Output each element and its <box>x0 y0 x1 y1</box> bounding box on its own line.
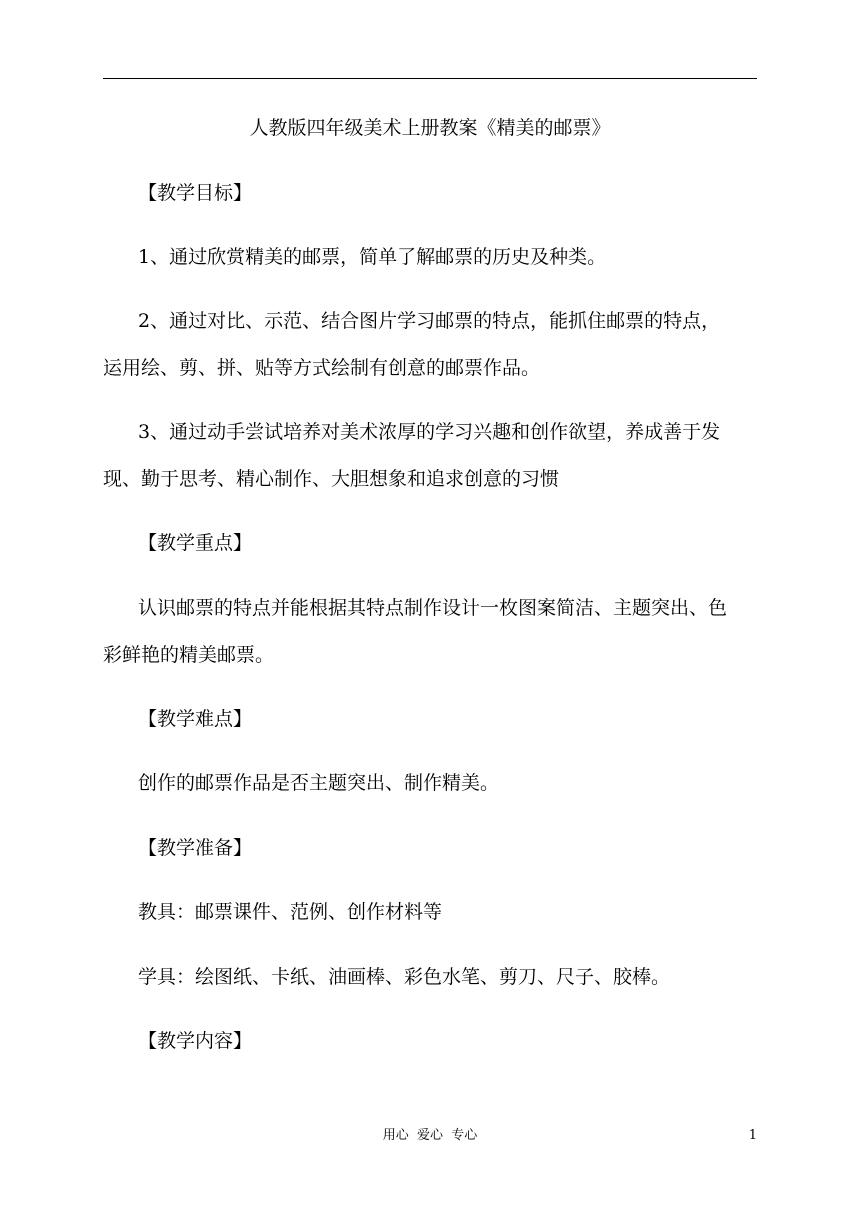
objective-2-line-2: 运用绘、剪、拼、贴等方式绘制有创意的邮票作品。 <box>103 357 541 379</box>
preparation-heading: 【教学准备】 <box>138 837 253 859</box>
key-points-line-1: 认识邮票的特点并能根据其特点制作设计一枚图案简洁、主题突出、色 <box>138 597 728 619</box>
document-title: 人教版四年级美术上册教案《精美的邮票》 <box>249 117 611 139</box>
content-heading: 【教学内容】 <box>138 1030 253 1052</box>
difficulty-heading: 【教学难点】 <box>138 708 253 730</box>
page-number: 1 <box>748 1128 757 1143</box>
objective-2-line-1: 2、通过对比、示范、结合图片学习邮票的特点，能抓住邮票的特点， <box>138 310 721 332</box>
footer-slogan: 用心 爱心 专心 <box>382 1128 478 1143</box>
objectives-heading: 【教学目标】 <box>138 182 253 204</box>
objective-3-line-1: 3、通过动手尝试培养对美术浓厚的学习兴趣和创作欲望，养成善于发 <box>138 421 721 443</box>
difficulty-text: 创作的邮票作品是否主题突出、制作精美。 <box>138 772 500 794</box>
student-tools: 学具：绘图纸、卡纸、油画棒、彩色水笔、剪刀、尺子、胶棒。 <box>138 966 671 988</box>
teacher-tools: 教具：邮票课件、范例、创作材料等 <box>138 901 443 923</box>
objective-1: 1、通过欣赏精美的邮票，简单了解邮票的历史及种类。 <box>138 246 607 268</box>
header-rule <box>103 78 757 79</box>
objective-3-line-2: 现、勤于思考、精心制作、大胆想象和追求创意的习惯 <box>103 468 560 490</box>
key-points-line-2: 彩鲜艳的精美邮票。 <box>103 644 275 666</box>
key-points-heading: 【教学重点】 <box>138 532 253 554</box>
